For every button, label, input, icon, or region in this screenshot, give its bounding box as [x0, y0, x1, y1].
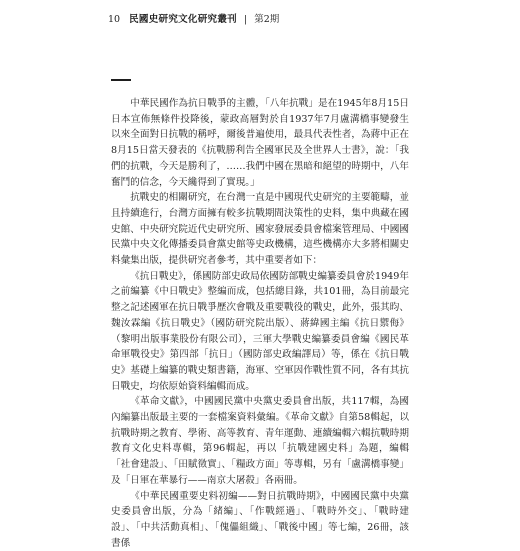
page-number: 10: [108, 14, 121, 25]
issue-label: 第2期: [254, 14, 280, 25]
journal-title: 民國史研究文化研究叢刊: [129, 14, 237, 25]
paragraph: 《革命文獻》，中國國民黨中央黨史委員會出版，共117輯，為國內編纂出版最主要的一套檔案資料彙編。《革命文獻》自第58輯起，以抗戰時期之教育、學術、高等教育、青年運動、連續編輯六輯抗戰時期教育文化史料專輯，第96輯起，再以「抗戰建國史料」為題，編輯「社會建設」、「田賦徵實」、「糧政方面」等專輯，另有「盧溝橋事變」及「日軍在華暴行——南京大屠殺」各兩冊。: [111, 396, 409, 486]
section-mark-bar: [111, 79, 131, 81]
body-text: [111, 96, 409, 551]
paragraph: 抗戰史的相關研究，在台灣一直是中國現代史研究的主要範疇，並且持續進行，台灣方面擁有較多抗戰期間決策性的史料，集中典藏在國史館、中央研究院近代史研究所、國家發展委員會檔案管理局、中國國民黨中央文化傳播委員會黨史館等史政機構，這些機構亦大多將相關史料彙集出版，提供研究者參考，其中重要者如下：: [111, 192, 409, 267]
section-number: [111, 74, 137, 86]
paragraph: 《中華民國重要史料初編——對日抗戰時期》，中國國民黨中央黨史委員會出版，分為「緒編」、「作戰經過」、「戰時外交」、「戰時建設」、「中共活動真相」、「傀儡組織」、「戰後中國」等七編，26冊，該書係: [111, 490, 409, 549]
paragraph: 中華民國作為抗日戰爭的主體，「八年抗戰」是在1945年8月15日日本宣佈無條件投降後，蒙政高層對於自1937年7月盧溝橋事變發生以來全面對日抗戰的稱呼，爾後普遍使用，最具代表性者，為蔣中正在8月15日當天發表的《抗戰勝利告全國軍民及全世界人士書》，說：「我們的抗戰，今天是勝利了，……我們中國在黑暗和絕望的時期中，八年奮鬥的信念，今天纔得到了實現。」: [111, 98, 409, 188]
running-header: [108, 12, 428, 28]
paragraph: 《抗日戰史》，係國防部史政局依國防部戰史編纂委員會於1949年之前編纂《中日戰史》整編而成，包括總目錄，共101冊，為目前最完整之記述國軍在抗日戰爭歷次會戰及重要戰役的戰史，此外，張其昀、魏汝霖編《抗日戰史》（國防研究院出版）、蔣緯國主編《抗日禦侮》（黎明出版事業股份有限公司），三軍大學戰史編纂委員會編《國民革命軍戰役史》第四部「抗日」（國防部史政編譯局）等，係在《抗日戰史》基礎上編纂的戰史類書籍，海軍、空軍因作戰性質不同，各有其抗日戰史，均依原始資料編輯而成。: [111, 270, 409, 392]
header-separator: |: [243, 14, 248, 25]
